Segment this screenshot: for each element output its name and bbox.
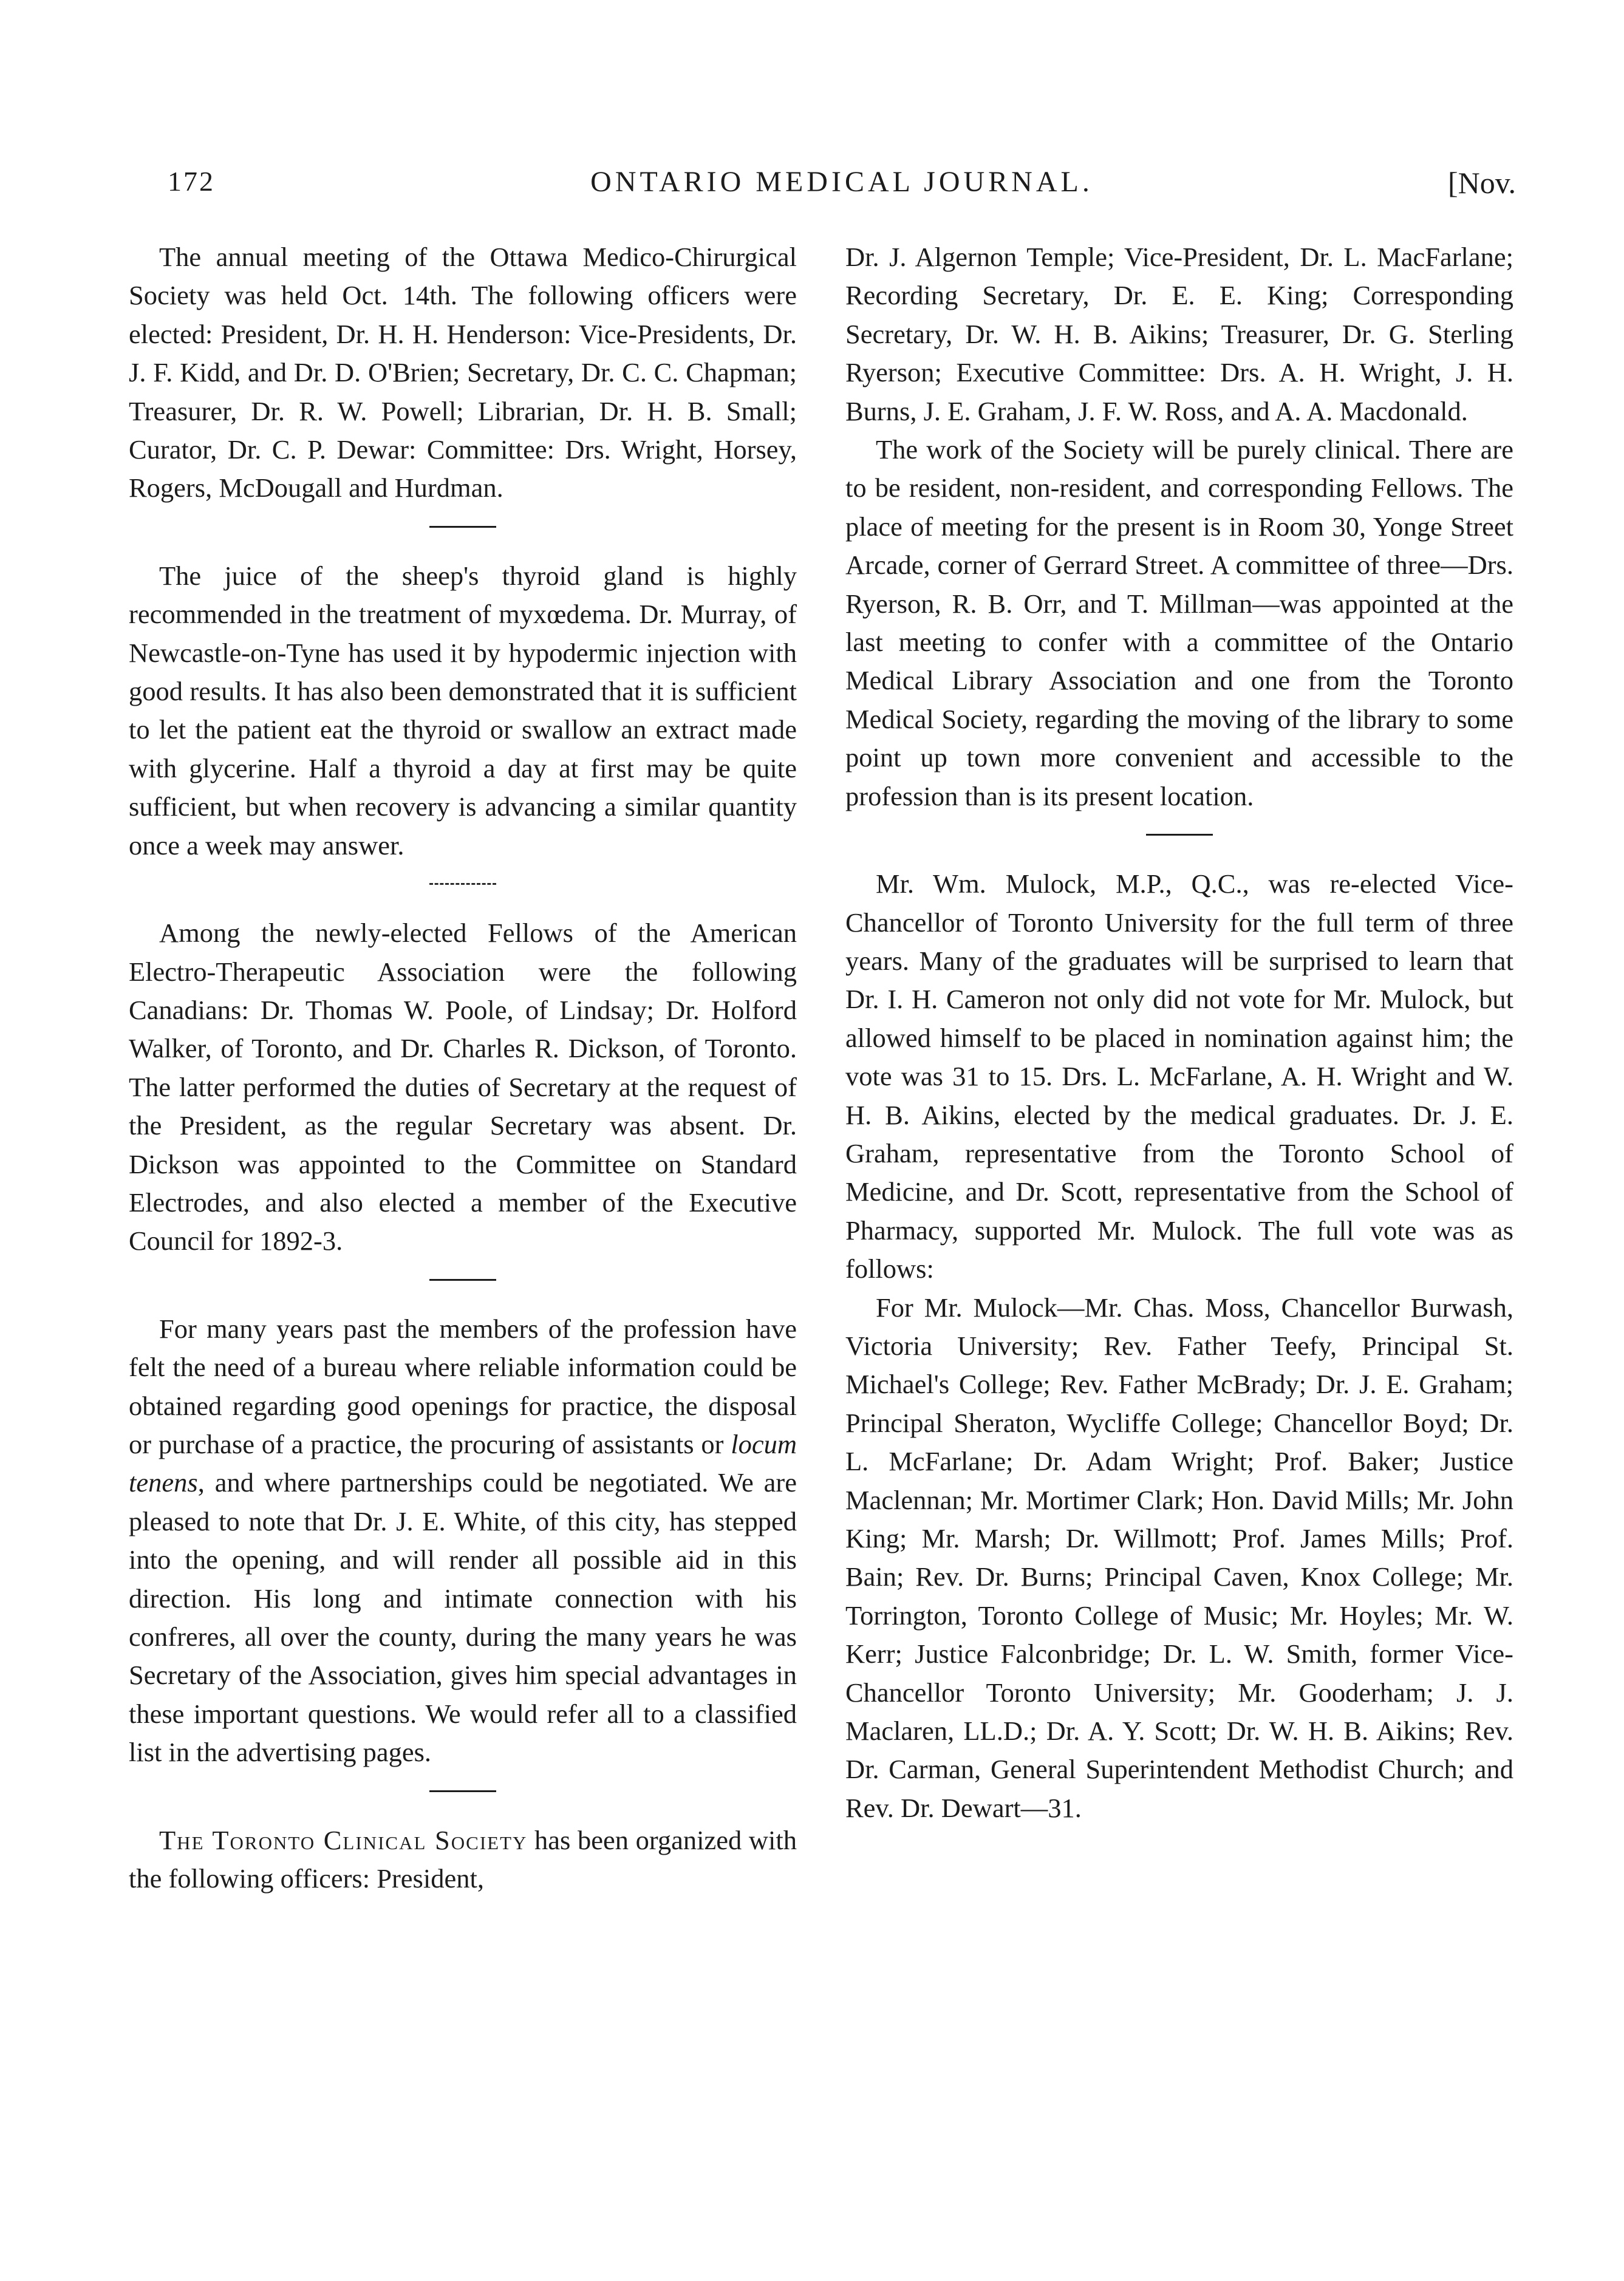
bureau-text-start: For many years past the members of the profession have felt the need of a bureau where reliable information could be obtained regarding good openings for practice, the disposal or purchase of a practice, the procuring of assistants or [129,1313,797,1459]
ottawa-society-paragraph: The annual meeting of the Ottawa Medico-Chirurgical Society was held Oct. 14th. The following officers were elected: President, Dr. H. H. Henderson: Vice-Presidents, Dr. J. F. Kidd, and Dr. D. O'Brien; Secretary, Dr. C. C. Chapman; Treasurer, Dr. R. W. Powell; Librarian, Dr. H. B. Small; Curator, Dr. C. P. Dewar: Committee: Drs. Wright, Horsey, Rogers, McDougall and Hurdman. [129,242,797,503]
mulock-paragraph: Mr. Wm. Mulock, M.P., Q.C., was re-elected Vice-Chancellor of Toronto University for the full term of three years. Many of the graduates will be surprised to learn that Dr. I. H. Cameron not only did not vote for Mr. Mulock, but allowed himself to be placed in nomination against him; the vote was 31 to 15. Drs. L. McFarlane, A. H. Wright and W. H. B. Aikins, elected by the medical graduates. Dr. J. E. Graham, representative from the Toronto School of Medicine, and Dr. Scott, representative from the School of Pharmacy, supported Mr. Mulock. The full vote was as follows: [845,868,1513,1284]
bureau-paragraph [129,1310,797,1772]
section-divider [1146,834,1213,836]
clinical-officers-paragraph: Dr. J. Algernon Temple; Vice-President, Dr. L. MacFarlane; Recording Secretary, Dr. E. E. King; Corresponding Secretary, Dr. W. H. B. Aikins; Treasurer, Dr. G. Sterling Ryerson; Executive Committee: Drs. A. H. Wright, J. H. Burns, J. E. Graham, J. F. W. Ross, and A. A. Macdonald. [845,242,1513,426]
running-title: ONTARIO MEDICAL JOURNAL. [590,166,1093,198]
left-column [129,238,797,1898]
electro-therapeutic-paragraph: Among the newly-elected Fellows of the American Electro-Therapeutic Association were the following Canadians: Dr. Thomas W. Poole, of Lindsay; Dr. Holford Walker, of Toronto, and Dr. Charles R. Dickson, of Toronto. The latter performed the duties of Secretary at the request of the President, as the regular Secretary was absent. Dr. Dickson was appointed to the Committee on Standard Electrodes, and also elected a member of the Executive Council for 1892-3. [129,918,797,1256]
clinical-society-paragraph [129,1821,797,1898]
clinical-work-paragraph: The work of the Society will be purely clinical. There are to be resident, non-resident, and corresponding Fellows. The place of meeting for the present is in Room 30, Yonge Street Arcade, corner of Gerrard Street. A committee of three—Drs. Ryerson, R. B. Orr, and T. Millman—was appointed at the last meeting to confer with a committee of the Ontario Medical Library Association and one from the Toronto Medical Society, regarding the moving of the library to some point up town more convenient and accessible to the profession than is its present location. [845,434,1513,811]
locum-tenens-italic: locum tenens [129,1428,797,1498]
section-divider [429,883,496,885]
page-number: 172 [168,166,215,197]
clinical-society-intro: has been organized with the following officers: President, [129,1824,797,1894]
section-divider [429,1790,496,1792]
bureau-text-end: , and where partnerships could be negotiated. We are pleased to note that Dr. J. E. White, of this city, has stepped into the opening, and will render all possible aid in this direction. His long and intimate connection with his confreres, all over the county, during the many years he was Secretary of the Association, gives him special advantages in these important questions. We would refer all to a classified list in the advertising pages. [129,1467,797,1768]
right-column [845,238,1513,1827]
thyroid-paragraph: The juice of the sheep's thyroid gland is highly recommended in the treatment of myxœdema. Dr. Murray, of Newcastle-on-Tyne has used it by hypodermic injection with good results. It has also been demonstrated that it is sufficient to let the patient eat the thyroid or swallow an extract made with glycerine. Half a thyroid a day at first may be quite sufficient, but when recovery is advancing a similar quantity once a week may answer. [129,560,797,861]
section-divider [429,1279,496,1281]
page-header [168,165,1516,214]
section-divider [429,526,496,528]
issue-month: [Nov. [1447,166,1516,200]
vote-list-paragraph: For Mr. Mulock—Mr. Chas. Moss, Chancellor Burwash, Victoria University; Rev. Father Teefy, Principal St. Michael's College; Rev. Father McBrady; Dr. J. E. Graham; Principal Sheraton, Wycliffe College; Chancellor Boyd; Dr. L. McFarlane; Dr. Adam Wright; Prof. Baker; Justice Maclennan; Mr. Mortimer Clark; Hon. David Mills; Mr. John King; Mr. Marsh; Dr. Willmott; Prof. James Mills; Prof. Bain; Rev. Dr. Burns; Principal Caven, Knox College; Mr. Torrington, Toronto College of Music; Mr. Hoyles; Mr. W. Kerr; Justice Falconbridge; Dr. L. W. Smith, former Vice-Chancellor Toronto University; Mr. Gooderham; J. J. Maclaren, LL.D.; Dr. A. Y. Scott; Dr. W. H. B. Aikins; Rev. Dr. Carman, General Superintendent Methodist Church; and Rev. Dr. Dewart—31. [845,1292,1513,1823]
clinical-society-heading: The Toronto Clinical Society [159,1824,528,1855]
